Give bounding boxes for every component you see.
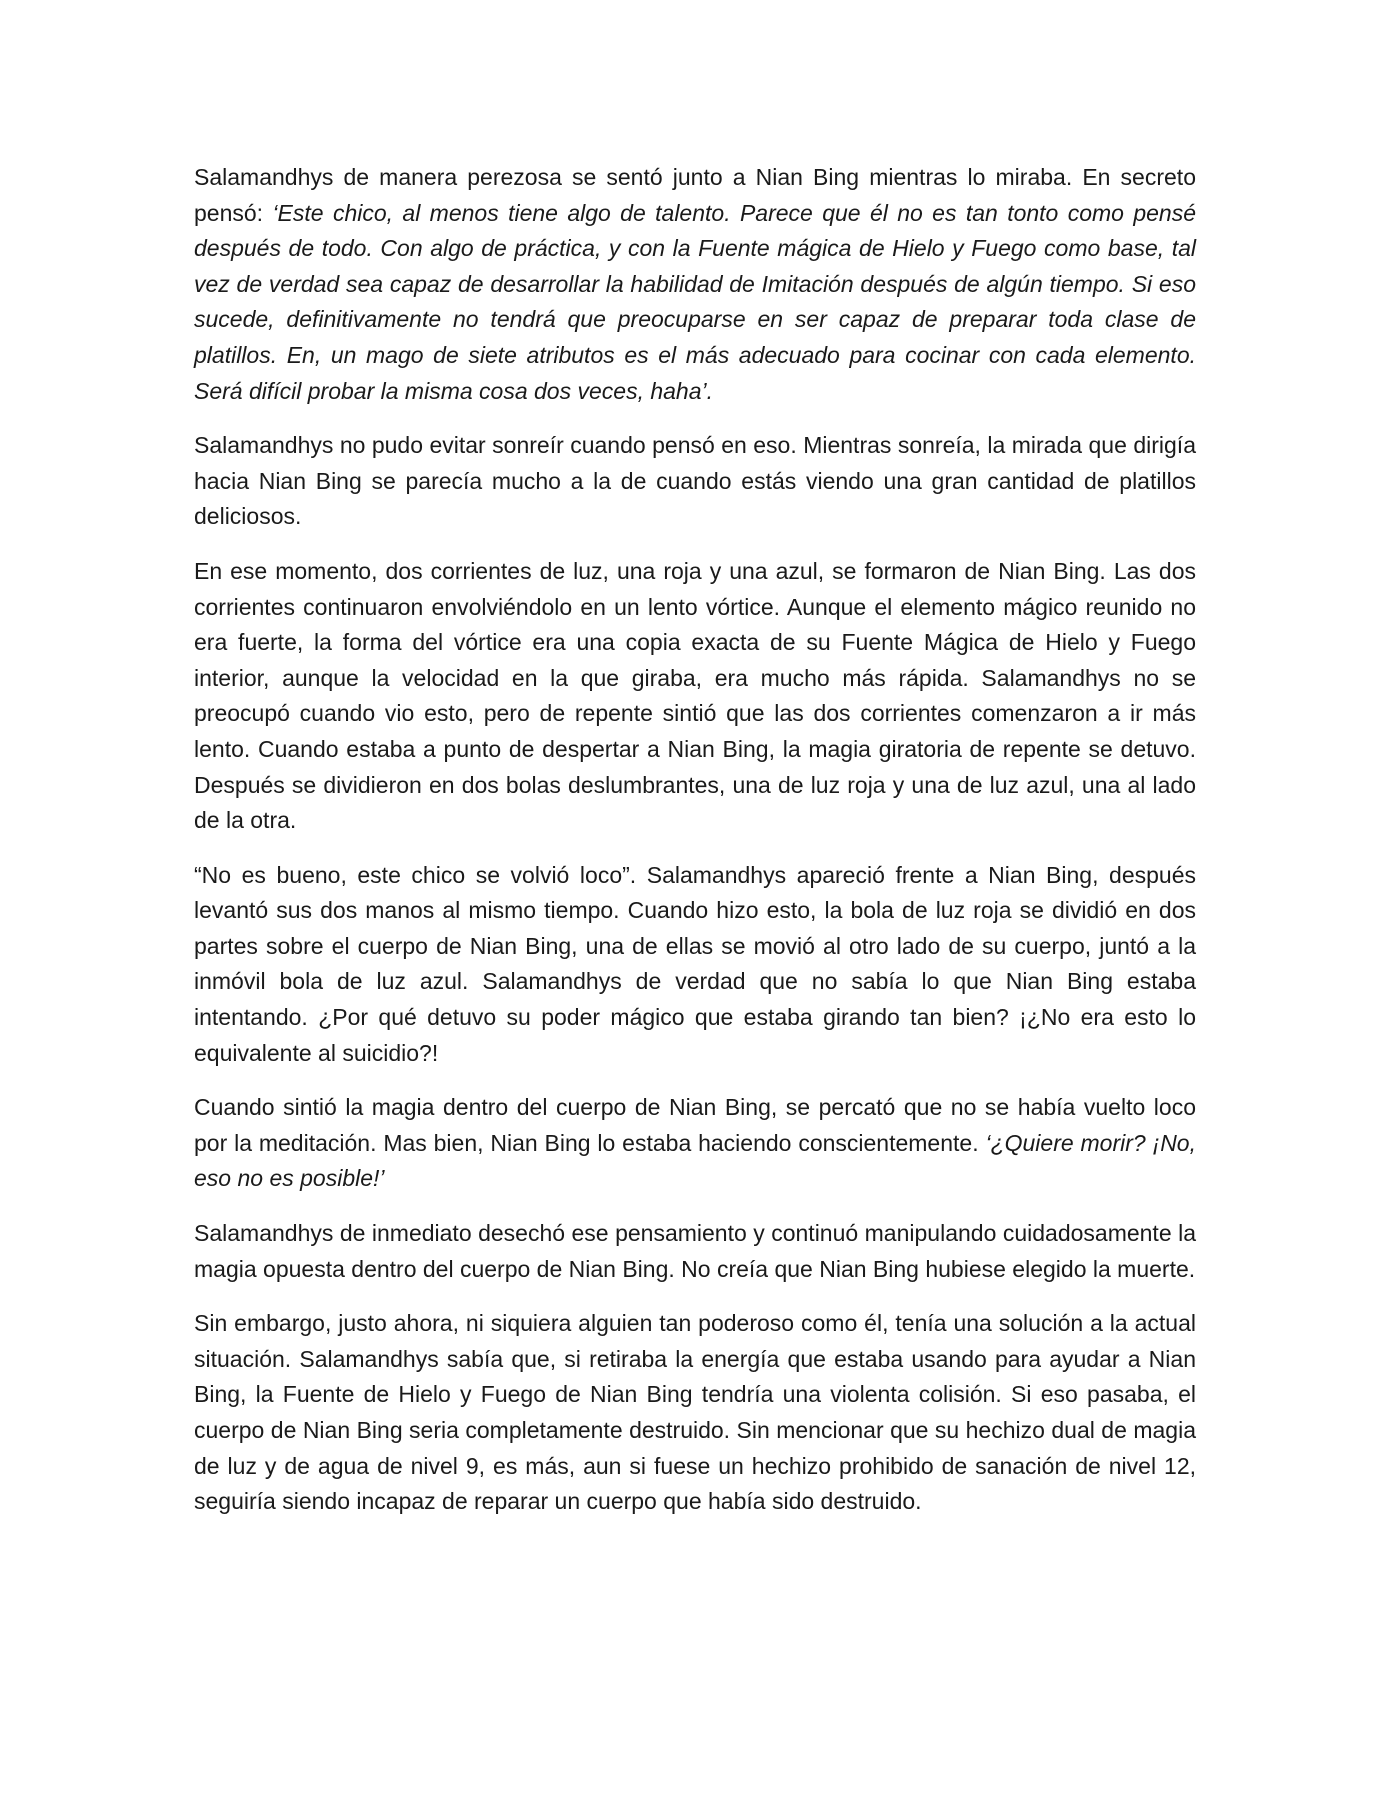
paragraph-text: Salamandhys de inmediato desechó ese pensamiento y continuó manipulando cuidadosamente la magia opuesta dentro del cuerpo de Nian Bing. No creía que Nian Bing hubiese elegido la muerte. [194,1220,1196,1282]
paragraph-text: Cuando sintió la magia dentro del cuerpo de Nian Bing, se percató que no se había vuelto loco por la meditación. Mas bien, Nian Bing lo estaba haciendo conscientemente. [194,1094,1196,1156]
paragraph-text: “No es bueno, este chico se volvió loco”. Salamandhys apareció frente a Nian Bing, después levantó sus dos manos al mismo tiempo. Cuando hizo esto, la bola de luz roja se dividió en dos partes sobre el cuerpo de Nian Bing, una de ellas se movió al otro lado de su cuerpo, juntó a la inmóvil bola de luz azul. Salamandhys de verdad que no sabía lo que Nian Bing estaba intentando. ¿Por qué detuvo su poder mágico que estaba girando tan bien? ¡¿No era esto lo equivalente al suicidio?! [194,861,1196,1066]
paragraph-italic-text: ‘Este chico, al menos tiene algo de talento. Parece que él no es tan tonto como pensé después de todo. Con algo de práctica, y con la Fuente mágica de Hielo y Fuego como base, tal vez de verdad sea capaz de desarrollar la habilidad de Imitación después de algún tiempo. Si eso sucede, definitivamente no tendrá que preocuparse en ser capaz de preparar toda clase de platillos. En, un mago de siete atributos es el más adecuado para cocinar con cada elemento. Será difícil probar la misma cosa dos veces, haha’. [194,199,1196,404]
paragraph-6 [194,1216,1196,1287]
paragraph-text: Salamandhys de manera perezosa se sentó junto a Nian Bing mientras lo miraba. En secreto pensó: [194,164,1196,226]
document-body [194,160,1196,1520]
paragraph-1 [194,160,1196,409]
paragraph-7 [194,1306,1196,1520]
paragraph-2 [194,428,1196,535]
paragraph-text: Salamandhys no pudo evitar sonreír cuando pensó en eso. Mientras sonreía, la mirada que dirigía hacia Nian Bing se parecía mucho a la de cuando estás viendo una gran cantidad de platillos deliciosos. [194,432,1196,530]
paragraph-italic-text: ‘¿Quiere morir? ¡No, eso no es posible!’ [194,1129,1196,1192]
paragraph-5 [194,1090,1196,1197]
paragraph-3 [194,554,1196,839]
paragraph-4 [194,858,1196,1072]
paragraph-text: Sin embargo, justo ahora, ni siquiera alguien tan poderoso como él, tenía una solución a la actual situación. Salamandhys sabía que, si retiraba la energía que estaba usando para ayudar a Nian Bing, la Fuente de Hielo y Fuego de Nian Bing tendría una violenta colisión. Si eso pasaba, el cuerpo de Nian Bing seria completamente destruido. Sin mencionar que su hechizo dual de magia de luz y de agua de nivel 9, es más, aun si fuese un hechizo prohibido de sanación de nivel 12, seguiría siendo incapaz de reparar un cuerpo que había sido destruido. [194,1310,1196,1515]
paragraph-text: En ese momento, dos corrientes de luz, una roja y una azul, se formaron de Nian Bing. Las dos corrientes continuaron envolviéndolo en un lento vórtice. Aunque el elemento mágico reunido no era fuerte, la forma del vórtice era una copia exacta de su Fuente Mágica de Hielo y Fuego interior, aunque la velocidad en la que giraba, era mucho más rápida. Salamandhys no se preocupó cuando vio esto, pero de repente sintió que las dos corrientes comenzaron a ir más lento. Cuando estaba a punto de despertar a Nian Bing, la magia giratoria de repente se detuvo. Después se dividieron en dos bolas deslumbrantes, una de luz roja y una de luz azul, una al lado de la otra. [194,557,1196,834]
